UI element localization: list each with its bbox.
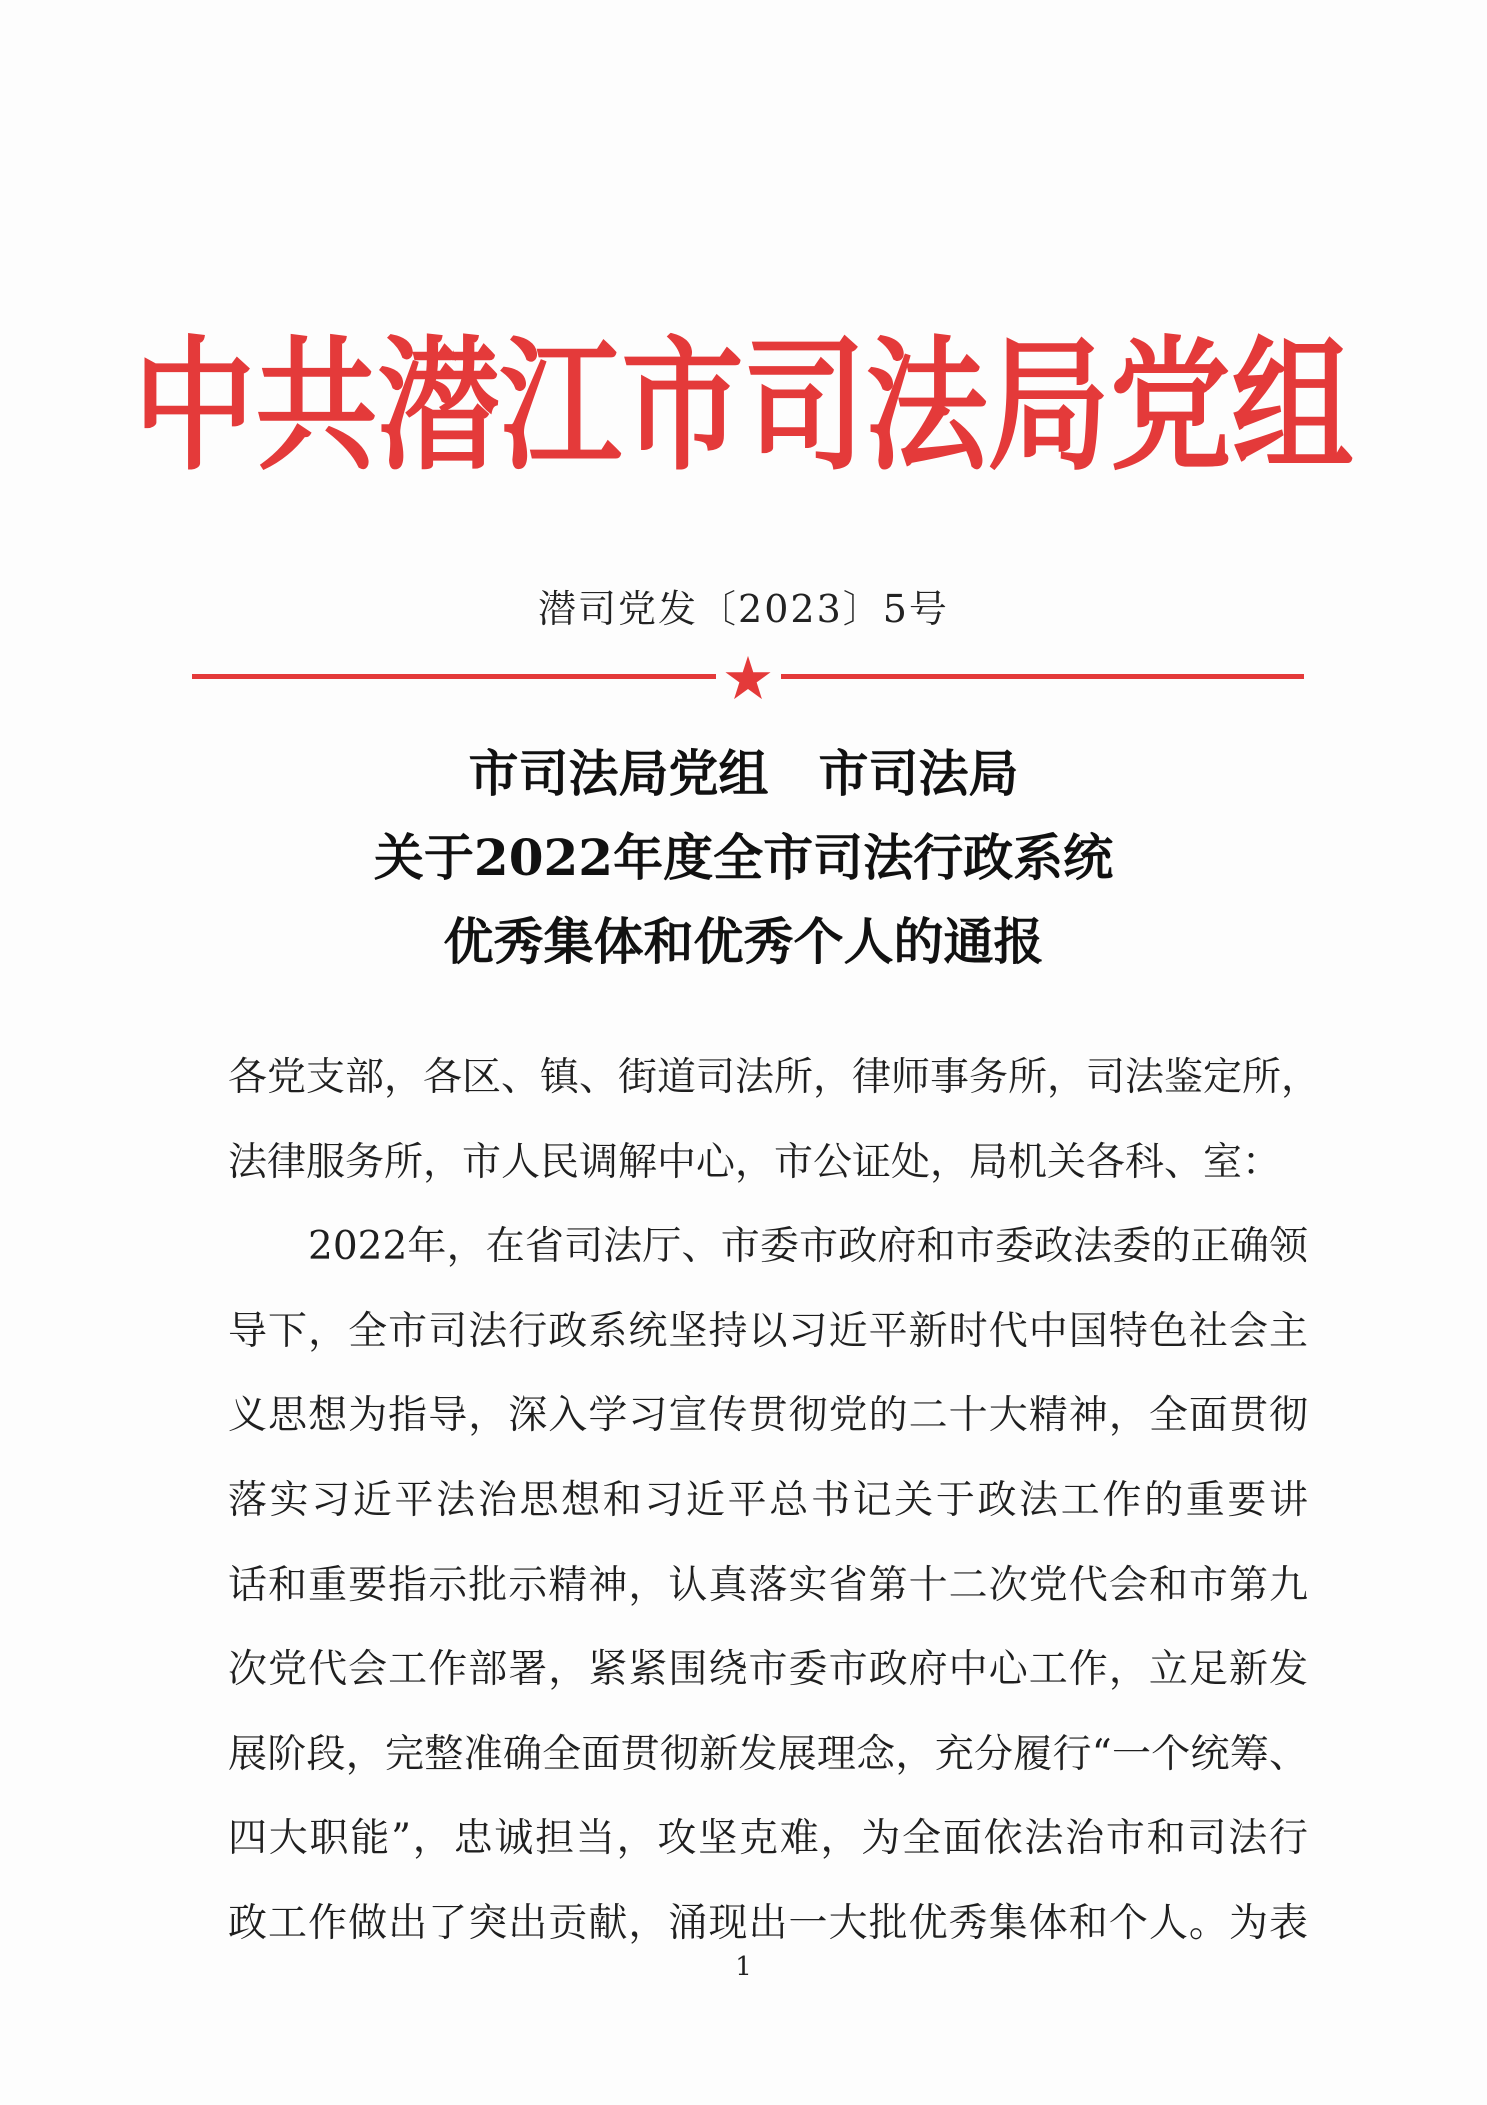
body-line: 法律服务所，市人民调解中心，市公证处，局机关各科、室：	[228, 1139, 1282, 1185]
body-line: 各党支部，各区、镇、街道司法所，律师事务所，司法鉴定所，	[228, 1055, 1321, 1100]
document-number: 潜司党发〔2023〕5号	[538, 587, 949, 631]
red-star-icon	[724, 654, 772, 702]
body-line: 次党代会工作部署，紧紧围绕市委市政府中心工作，立足新发	[228, 1647, 1308, 1693]
divider-line-right	[781, 674, 1304, 679]
body-line: 落实习近平法治思想和习近平总书记关于政法工作的重要讲	[228, 1477, 1308, 1523]
body-line: 义思想为指导，深入学习宣传贯彻党的二十大精神，全面贯彻	[228, 1393, 1308, 1439]
document-title	[0, 732, 1487, 984]
body-line: 话和重要指示批示精神，认真落实省第十二次党代会和市第九	[228, 1562, 1308, 1608]
body-line: 政工作做出了突出贡献，涌现出一大批优秀集体和个人。为表	[228, 1900, 1308, 1946]
divider-line-left	[192, 674, 716, 679]
title-line-1: 市司法局党组 市司法局	[468, 744, 1019, 803]
red-divider	[192, 660, 1304, 696]
red-header-org-name: 中共潜江市司法局党组	[133, 322, 1354, 491]
title-line-3: 优秀集体和优秀个人的通报	[443, 912, 1044, 971]
title-line-2: 关于2022年度全市司法行政系统	[373, 828, 1114, 887]
body-line: 展阶段，完整准确全面贯彻新发展理念，充分履行“一个统筹、	[228, 1731, 1308, 1777]
page-number: 1	[735, 1952, 752, 1982]
document-body	[228, 1036, 1321, 1967]
body-line: 四大职能”，忠诚担当，攻坚克难，为全面依法治市和司法行	[228, 1816, 1308, 1862]
body-line: 导下，全市司法行政系统坚持以习近平新时代中国特色社会主	[228, 1308, 1308, 1354]
body-line: 2022年，在省司法厅、市委市政府和市委政法委的正确领	[308, 1224, 1308, 1270]
